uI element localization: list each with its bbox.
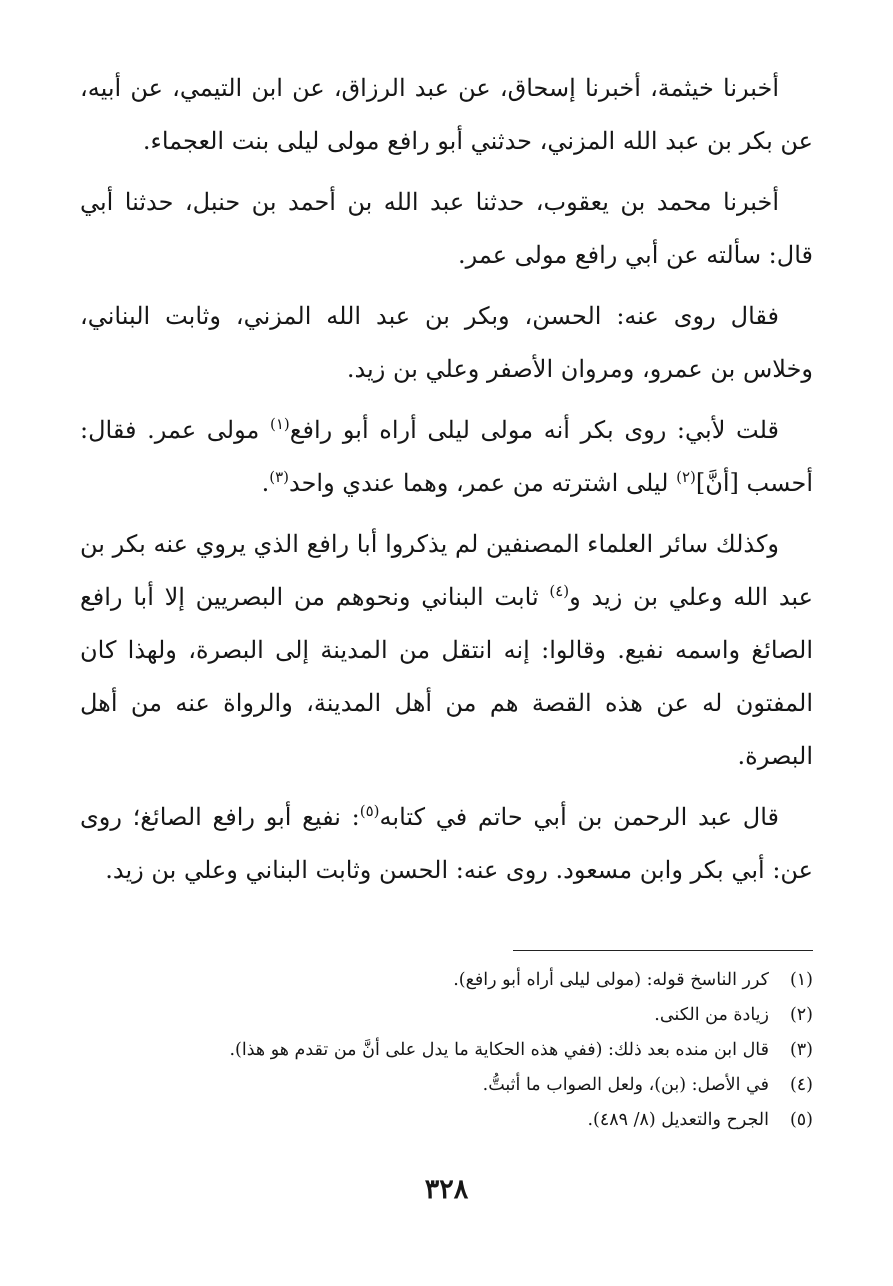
footnote	[80, 1068, 813, 1103]
footnotes	[80, 963, 813, 1138]
footnote-text: في الأصل: (بن)، ولعل الصواب ما أثبتُّ.	[482, 1075, 769, 1095]
paragraph-text: قال عبد الرحمن بن أبي حاتم في كتابه	[379, 803, 780, 831]
footnote-separator	[513, 950, 813, 951]
footnote-number: (٥)	[789, 1110, 813, 1130]
footnote	[80, 1103, 813, 1138]
footnote-marker: (٢)	[676, 468, 696, 486]
footnote-number: (٢)	[789, 1005, 813, 1025]
footnote	[80, 998, 813, 1033]
footnote-number: (١)	[789, 970, 813, 990]
footnote-text: الجرح والتعديل (٨/ ٤٨٩).	[587, 1110, 769, 1130]
paragraph-text: مولى عمر. فقال: أحسب [أنَّ]	[80, 416, 813, 497]
paragraph	[80, 791, 813, 897]
paragraph	[80, 518, 813, 783]
paragraph-text: ليلى اشترته من عمر، وهما عندي واحد	[288, 469, 677, 497]
footnote-text: قال ابن منده بعد ذلك: (ففي هذه الحكاية ما يدل على أنَّ من تقدم هو هذا).	[229, 1040, 769, 1060]
paragraph-text: : نفيع أبو رافع الصائغ؛ روى عن: أبي بكر وابن مسعود. روى عنه: الحسن وثابت البناني وعلي بن زيد.	[80, 803, 813, 884]
footnote-text: كرر الناسخ قوله: (مولى ليلى أراه أبو رافع).	[453, 970, 769, 990]
paragraph-text: ثابت البناني ونحوهم من البصريين إلا أبا رافع الصائغ واسمه نفيع. وقالوا: إنه انتقل من المدينة إلى البصرة، ولهذا كان المفتون له عن هذه القصة هم من أهل المدينة، والرواة عنه من أهل البصرة.	[80, 583, 813, 770]
footnote-marker: (١)	[269, 415, 290, 433]
footnote-number: (٤)	[789, 1075, 813, 1095]
footnote-marker: (٣)	[269, 468, 289, 486]
paragraph: أخبرنا خيثمة، أخبرنا إسحاق، عن عبد الرزاق، عن ابن التيمي، عن أبيه، عن بكر بن عبد الله المزني، حدثني أبو رافع مولى ليلى بنت العجماء.	[80, 74, 813, 155]
footnote-text: زيادة من الكنى.	[654, 1005, 769, 1025]
footnote-number: (٣)	[789, 1040, 813, 1060]
paragraph-text: .	[261, 469, 270, 497]
footnote-marker: (٥)	[359, 802, 380, 820]
paragraph: أخبرنا محمد بن يعقوب، حدثنا عبد الله بن أحمد بن حنبل، حدثنا أبي قال: سألته عن أبي رافع مولى عمر.	[80, 188, 813, 269]
paragraph-text: قلت لأبي: روى بكر أنه مولى ليلى أراه أبو رافع	[289, 416, 779, 444]
paragraph: فقال روى عنه: الحسن، وبكر بن عبد الله المزني، وثابت البناني، وخلاس بن عمرو، ومروان الأصفر وعلي بن زيد.	[80, 302, 813, 383]
footnote-marker: (٤)	[549, 582, 570, 600]
footnote	[80, 963, 813, 998]
paragraph	[80, 404, 813, 510]
paragraph-text: وكذلك سائر العلماء المصنفين لم يذكروا أبا رافع الذي يروي عنه بكر بن عبد الله وعلي بن زيد و	[80, 530, 813, 611]
footnote	[80, 1033, 813, 1068]
page-number: ٣٢٨	[424, 1174, 469, 1205]
main-text	[80, 62, 813, 905]
